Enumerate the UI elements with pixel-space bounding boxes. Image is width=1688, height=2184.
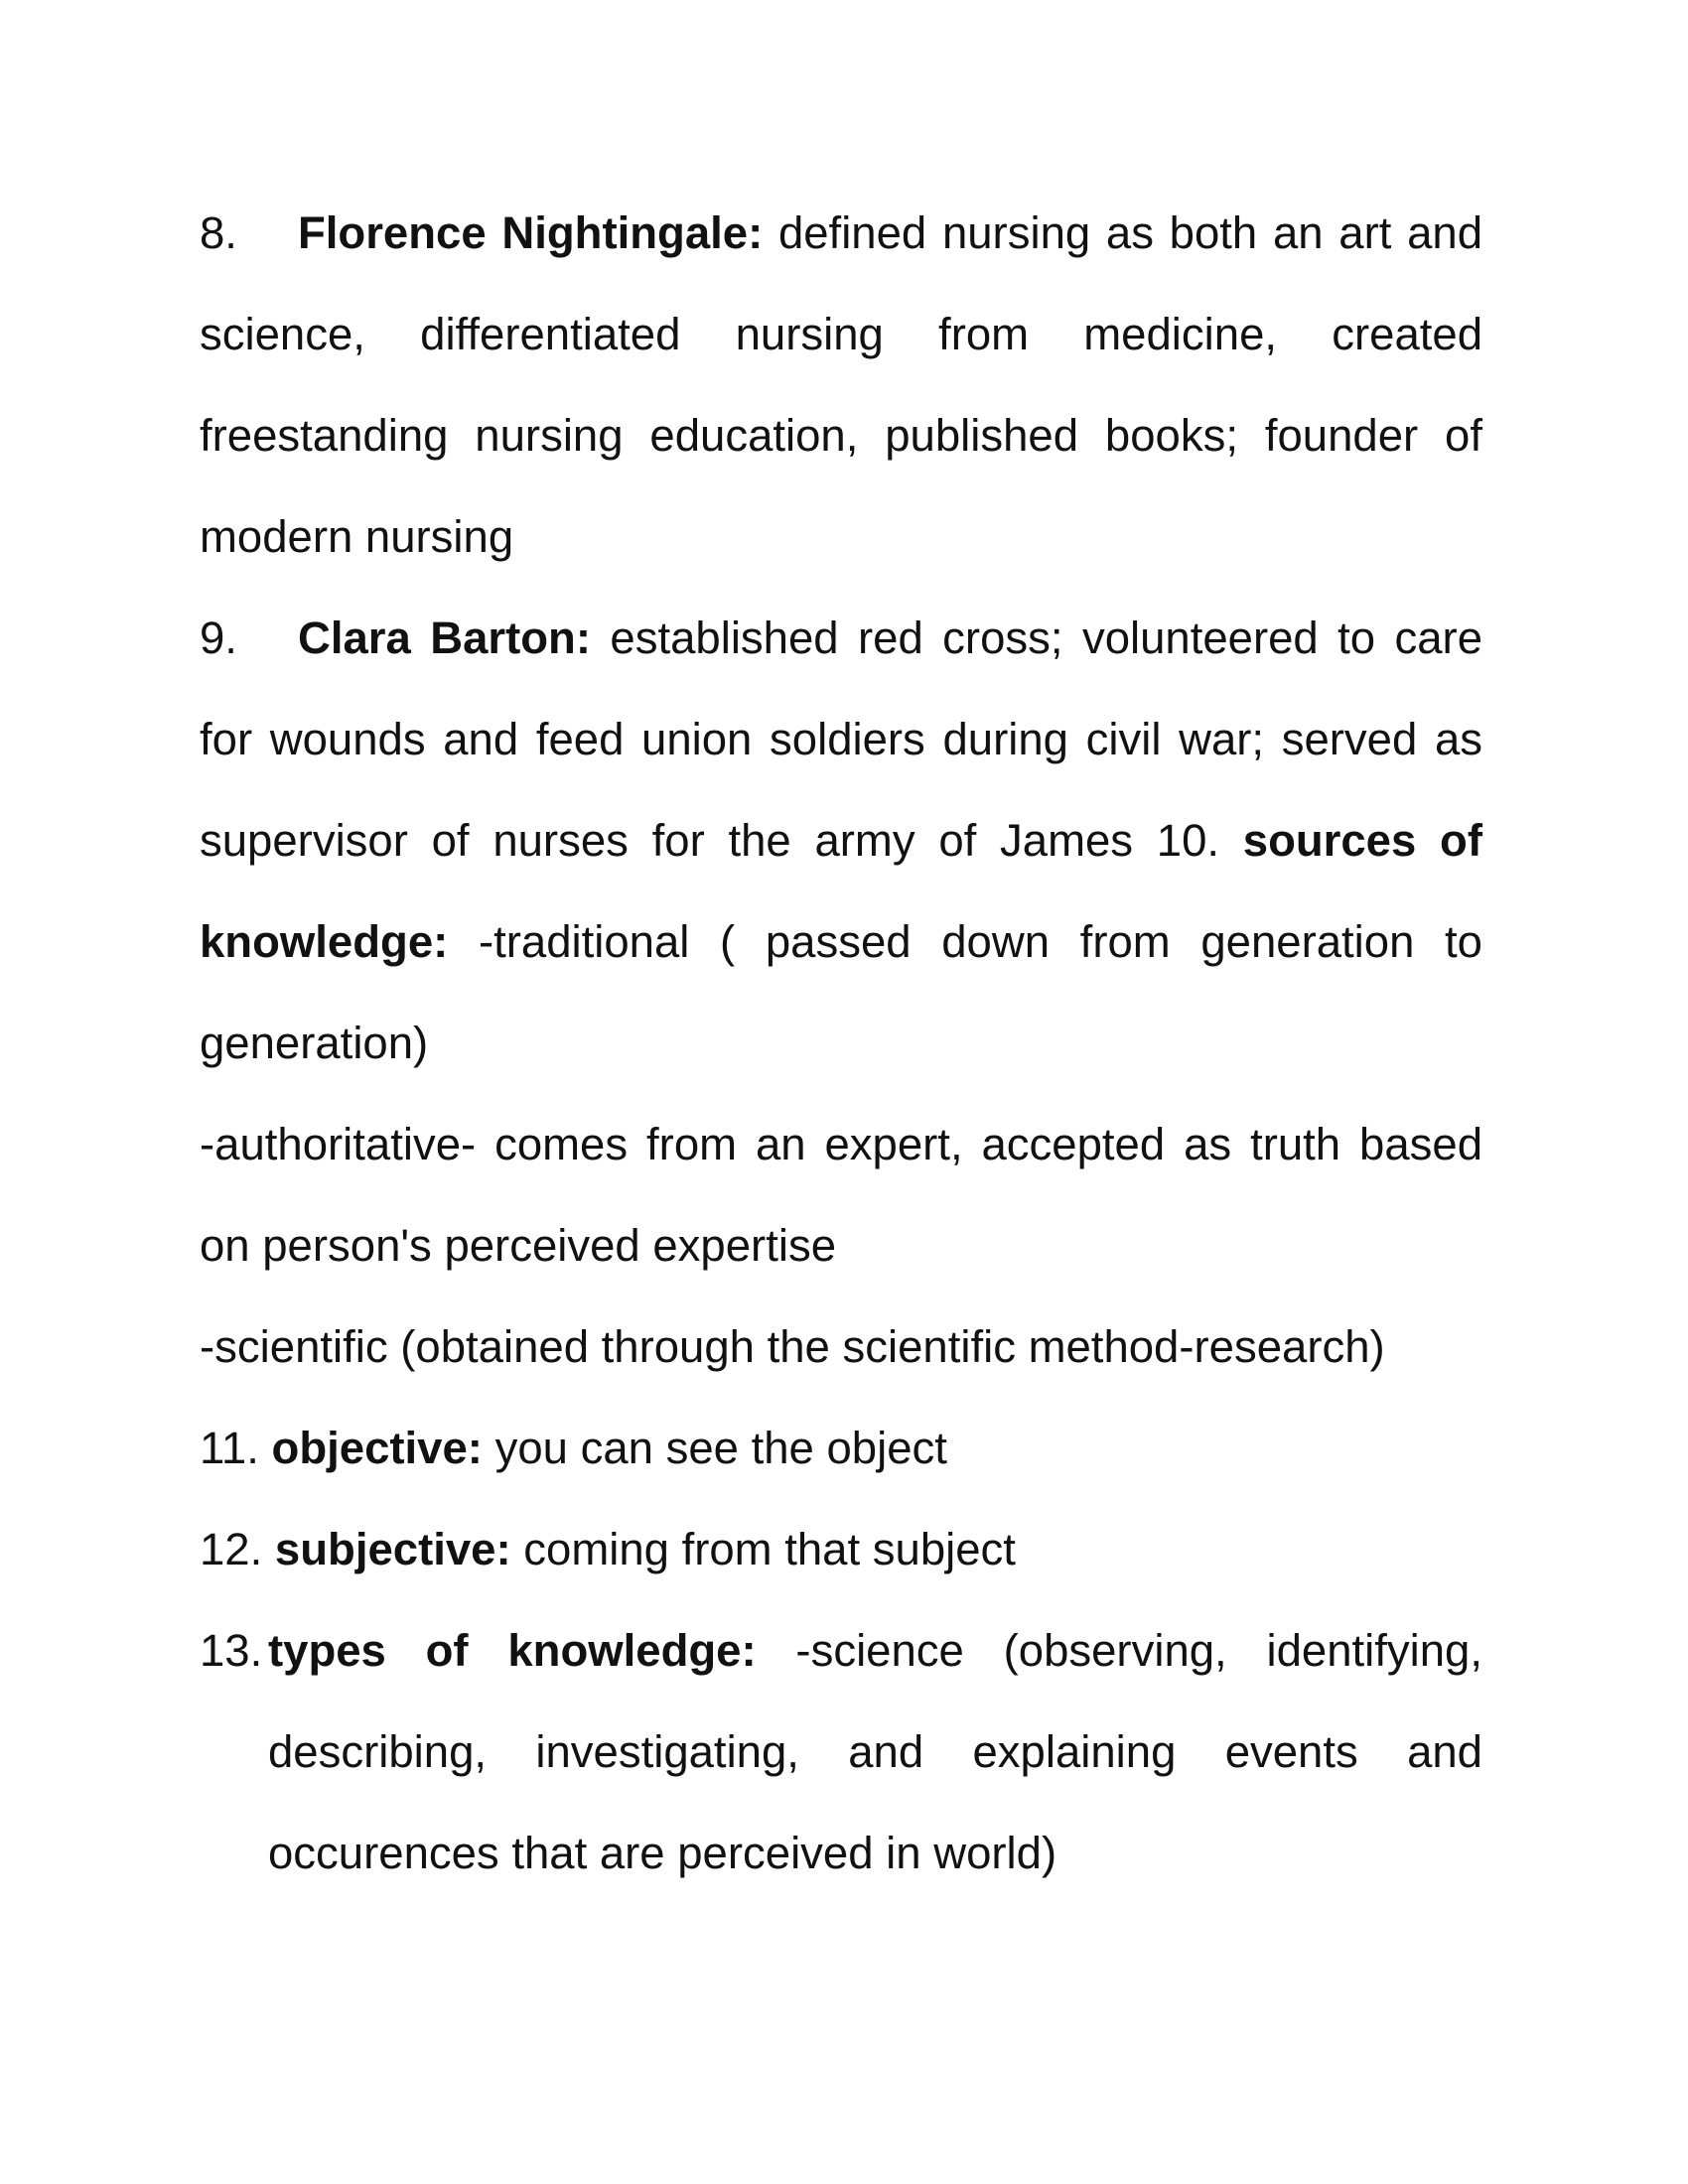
item-13	[200, 1600, 1482, 1904]
term-types-of-knowledge: types of knowledge:	[268, 1625, 757, 1676]
term-clara-barton: Clara Barton:	[298, 613, 591, 663]
term-objective: objective:	[271, 1423, 483, 1473]
document-body	[200, 183, 1482, 1904]
item-text: established red cross; volunteered to care for wounds and feed union soldiers during civil war; served as supervisor of nurses for the army of James 10.	[200, 613, 1483, 866]
item-text: defined nursing as both an art and science, differentiated nursing from medicine, created freestanding nursing education, published books; founder of modern nursing	[200, 207, 1482, 562]
authoritative-line: -authoritative- comes from an expert, accepted as truth based on person's perceived expertise	[200, 1119, 1482, 1271]
item-number: 11.	[200, 1423, 259, 1473]
term-sources-of-knowledge: sources of knowledge:	[200, 815, 1482, 967]
item-number: 9.	[200, 613, 237, 663]
item-number: 13.	[200, 1625, 263, 1676]
scientific-line: -scientific (obtained through the scientific method-research)	[200, 1321, 1385, 1372]
item-12	[200, 1499, 1482, 1600]
item-11	[200, 1398, 1482, 1499]
item-number: 12.	[200, 1524, 263, 1574]
item-8	[200, 183, 1482, 588]
term-subjective: subjective:	[274, 1524, 511, 1574]
item-13-body	[268, 1600, 1482, 1904]
item-text: coming from that subject	[510, 1524, 1016, 1574]
item-9	[200, 588, 1482, 1094]
item-number: 8.	[200, 207, 237, 258]
item-text: you can see the object	[482, 1423, 947, 1473]
item-text: -science (observing, identifying, describing, investigating, and explaining events and occurences that are perceived in world)	[268, 1625, 1482, 1878]
item-text-sources: -traditional ( passed down from generation to generation)	[200, 916, 1482, 1068]
term-florence-nightingale: Florence Nightingale:	[298, 207, 764, 258]
